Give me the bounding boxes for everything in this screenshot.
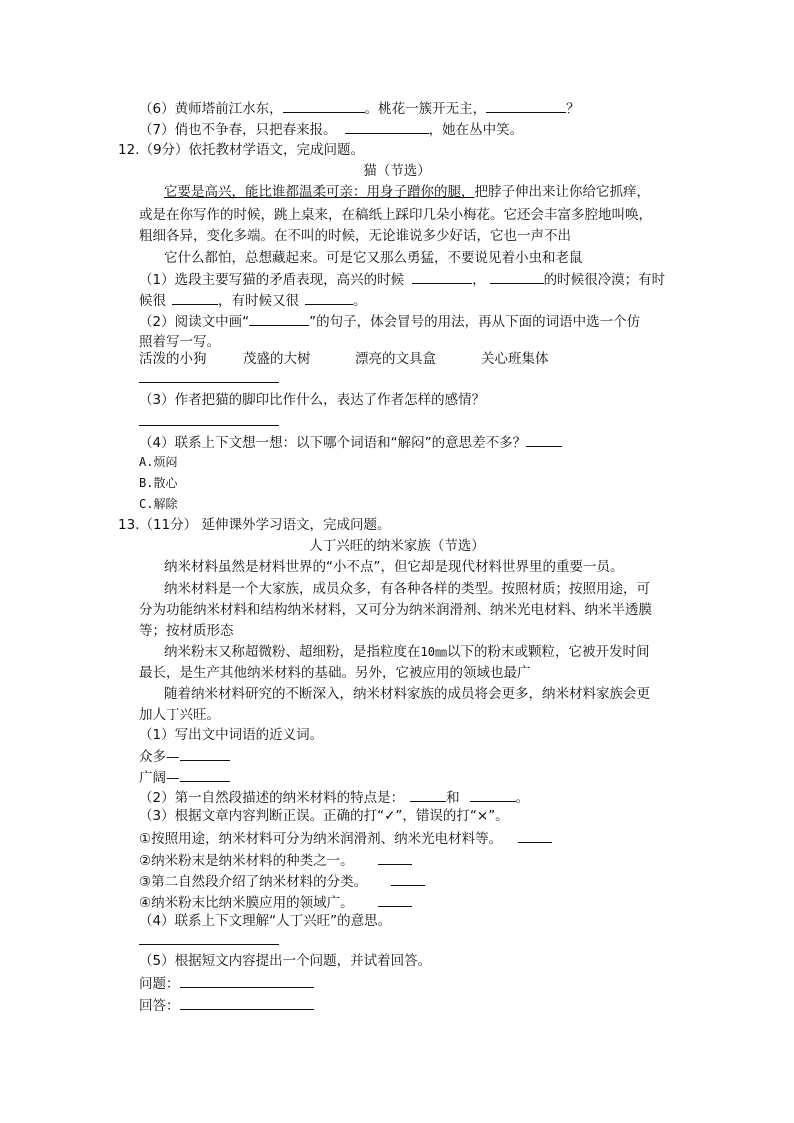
answer-blank[interactable] (378, 892, 412, 907)
synonym-item: 众多— (139, 746, 230, 766)
nano-paragraph-line: 纳米粉末又称超微粉、超细粉，是指粒度在10㎜以下的粉末或颗粒，它被开发时间 (164, 644, 650, 660)
underline-marker (249, 311, 309, 326)
q13-sub4: （4）联系上下文理解“人丁兴旺”的意思。 (139, 913, 392, 929)
nano-paragraph-line: 纳米材料是一个大家族，成员众多，有各种各样的类型。按照材质；按照用途，可 (164, 581, 650, 597)
poem-line-6: （6）黄师塔前江水东， 。桃花一簇开无主， ？ (139, 98, 580, 118)
word-choice: 漂亮的文具盒 (355, 351, 436, 367)
nano-paragraph-line: 加人丁兴旺。 (139, 707, 220, 723)
answer-blank[interactable] (305, 290, 353, 305)
answer-blank[interactable] (412, 269, 472, 284)
q12-sub1-cont: 候很 ，有时候又很 。 (139, 290, 367, 310)
nano-paragraph-line: 纳米材料虽然是材料世界的“小不点”，但它却是现代材料世界里的重要一员。 (164, 559, 624, 575)
question-12-header: 12.（9分）依托教材学语文，完成问题。 (118, 142, 365, 158)
answer-blank[interactable] (518, 828, 552, 843)
q12-sub4: （4）联系上下文想一想：以下哪个词语和“解闷”的意思差不多？ (139, 432, 562, 452)
judgment-item: ③第二自然段介绍了纳米材料的分类。 (139, 871, 425, 891)
q13-sub3: （3）根据文章内容判断正误。正确的打“✓”，错误的打“×”。 (139, 808, 509, 824)
q12-sub1: （1）选段主要写猫的矛盾表现，高兴的时候 ， 的时候很冷漠；有时 (139, 269, 665, 289)
nano-paragraph-line: 等；按材质形态 (139, 623, 234, 639)
answer-blank[interactable] (345, 119, 429, 134)
judgment-item: ④纳米粉末比纳米膜应用的领域广。 (139, 892, 412, 912)
poem-line-7: （7）俏也不争春，只把春来报。 ，她在丛中笑。 (139, 119, 523, 139)
nano-paragraph-line: 分为功能纳米材料和结构纳米材料，又可分为纳米润滑剂、纳米光电材料、纳米半透膜 (139, 602, 652, 618)
q12-sub3: （3）作者把猫的脚印比作什么，表达了作者怎样的感情？ (139, 392, 486, 408)
answer-blank[interactable] (526, 432, 562, 447)
nano-paragraph-line: 最长，是生产其他纳米材料的基础。另外，它被应用的领域也最广 (139, 665, 531, 681)
option-c: C.解除 (139, 497, 178, 511)
answer-blank[interactable] (180, 995, 314, 1010)
option-a: A.烦闷 (139, 455, 178, 469)
judgment-item: ①按照用途，纳米材料可分为纳米润滑剂、纳米光电材料等。 (139, 828, 552, 848)
q12-sub2-cont: 照着写一写。 (139, 334, 220, 350)
q13-sub1: （1）写出文中词语的近义词。 (139, 727, 324, 743)
question-13-header: 13.（11分） 延伸课外学习语文，完成问题。 (118, 517, 391, 533)
judgment-item: ②纳米粉末是纳米材料的种类之一。 (139, 850, 412, 870)
answer-blank[interactable] (490, 269, 544, 284)
question-blank[interactable] (180, 973, 314, 988)
answer-blank[interactable] (486, 98, 566, 113)
cat-paragraph-line: 它什么都怕，总想藏起来。可是它又那么勇猛，不要说见着小虫和老鼠 (164, 250, 583, 266)
answer-blank[interactable] (410, 787, 446, 802)
answer-line[interactable] (139, 382, 279, 383)
answer-blank[interactable] (378, 850, 412, 865)
answer-blank[interactable] (470, 787, 516, 802)
q13-sub2: （2）第一自然段描述的纳米材料的特点是： 和 。 (139, 787, 529, 807)
answer-blank[interactable] (172, 290, 218, 305)
nano-paragraph-line: 随着纳米材料研究的不断深入，纳米材料家族的成员将会更多，纳米材料家族会更 (164, 686, 650, 702)
underlined-sentence: 它要是高兴，能比谁都温柔可亲：用身子蹭你的腿， (164, 184, 475, 200)
synonym-item: 广阔— (139, 767, 230, 787)
answer-answer-field: 回答： (139, 995, 314, 1015)
answer-blank[interactable] (283, 98, 365, 113)
answer-blank[interactable] (391, 871, 425, 886)
answer-line[interactable] (139, 944, 279, 945)
option-b: B.散心 (139, 476, 178, 490)
cat-paragraph-line: 或是在你写作的时候，跳上桌来，在稿纸上踩印几朵小梅花。它还会丰富多腔地叫唤， (139, 207, 652, 223)
answer-blank[interactable] (180, 767, 230, 782)
answer-line[interactable] (139, 425, 279, 426)
cat-paragraph-line: 粗细各异，变化多端。在不叫的时候，无论谁说多少好话，它也一声不出 (139, 228, 571, 244)
word-choice: 关心班集体 (481, 351, 549, 367)
passage-title-cat: 猫（节选） (363, 163, 431, 179)
answer-blank[interactable] (180, 746, 230, 761)
question-answer-field: 问题： (139, 973, 314, 993)
passage-title-nano: 人丁兴旺的纳米家族（节选） (309, 538, 485, 554)
word-choice: 活泼的小狗 (139, 351, 207, 367)
q12-sub2: （2）阅读文中画“ ”的句子，体会冒号的用法，再从下面的词语中选一个仿 (139, 311, 640, 331)
word-choice: 茂盛的大树 (243, 351, 311, 367)
q13-sub5: （5）根据短文内容提出一个问题，并试着回答。 (139, 953, 432, 969)
cat-paragraph-line: 它要是高兴，能比谁都温柔可亲：用身子蹭你的腿，把脖子伸出来让你给它抓痒， (164, 184, 650, 200)
